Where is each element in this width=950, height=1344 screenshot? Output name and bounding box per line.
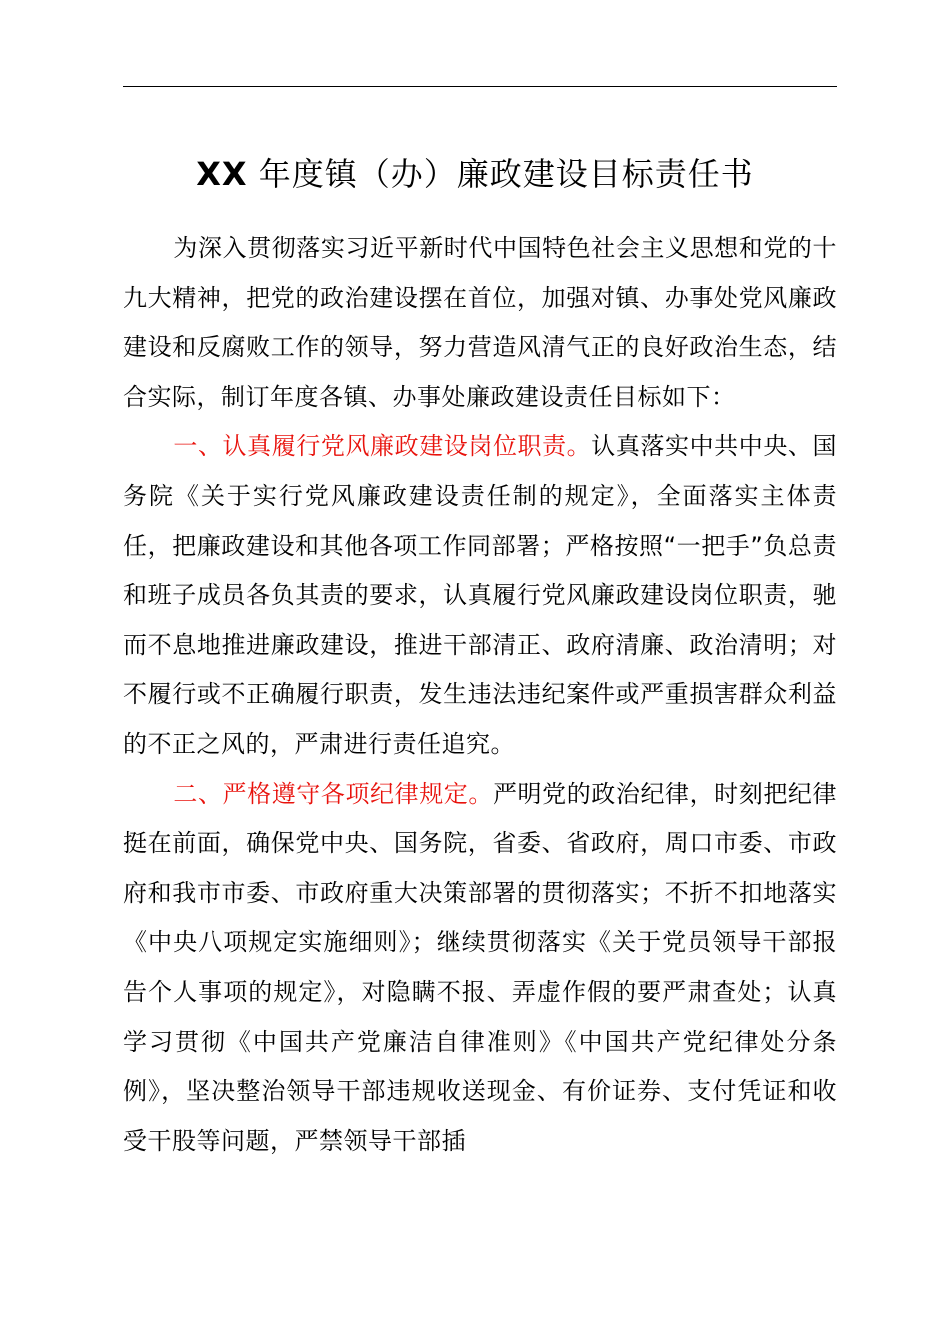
header-rule	[123, 86, 837, 87]
section-body-1: 认真落实中共中央、国务院《关于实行党风廉政建设责任制的规定》，全面落实主体责任，把廉政建设和其他各项工作同部署；严格按照“一把手”负总责和班子成员各负其责的要求，认真履行党风廉政建设岗位职责，驰而不息地推进廉政建设，推进干部清正、政府清廉、政治清明；对不履行或不正确履行职责，发生违法违纪案件或严重损害群众利益的不正之风的，严肃进行责任追究。	[123, 432, 838, 758]
section-paragraph-2	[123, 770, 837, 1167]
document-title	[0, 150, 950, 198]
title-prefix: XX	[196, 155, 248, 193]
section-paragraph-1	[123, 422, 837, 769]
intro-paragraph: 为深入贯彻落实习近平新时代中国特色社会主义思想和党的十九大精神，把党的政治建设摆在首位，加强对镇、办事处党风廉政建设和反腐败工作的领导，努力营造风清气正的良好政治生态，结合实际，制订年度各镇、办事处廉政建设责任目标如下：	[123, 234, 837, 411]
document-body	[123, 224, 837, 1166]
section-heading-2: 二、严格遵守各项纪律规定。	[173, 779, 493, 808]
title-text: 年度镇（办）廉政建设目标责任书	[258, 155, 754, 193]
section-heading-1: 一、认真履行党风廉政建设岗位职责。	[173, 432, 592, 461]
section-body-2: 严明党的政治纪律，时刻把纪律挺在前面，确保党中央、国务院，省委、省政府，周口市委、市政府和我市市委、市政府重大决策部署的贯彻落实；不折不扣地落实《中央八项规定实施细则》；继续贯彻落实《关于党员领导干部报告个人事项的规定》，对隐瞒不报、弄虚作假的要严肃查处；认真学习贯彻《中国共产党廉洁自律准则》《中国共产党纪律处分条例》，坚决整治领导干部违规收送现金、有价证券、支付凭证和收受干股等问题，严禁领导干部插	[123, 779, 838, 1155]
